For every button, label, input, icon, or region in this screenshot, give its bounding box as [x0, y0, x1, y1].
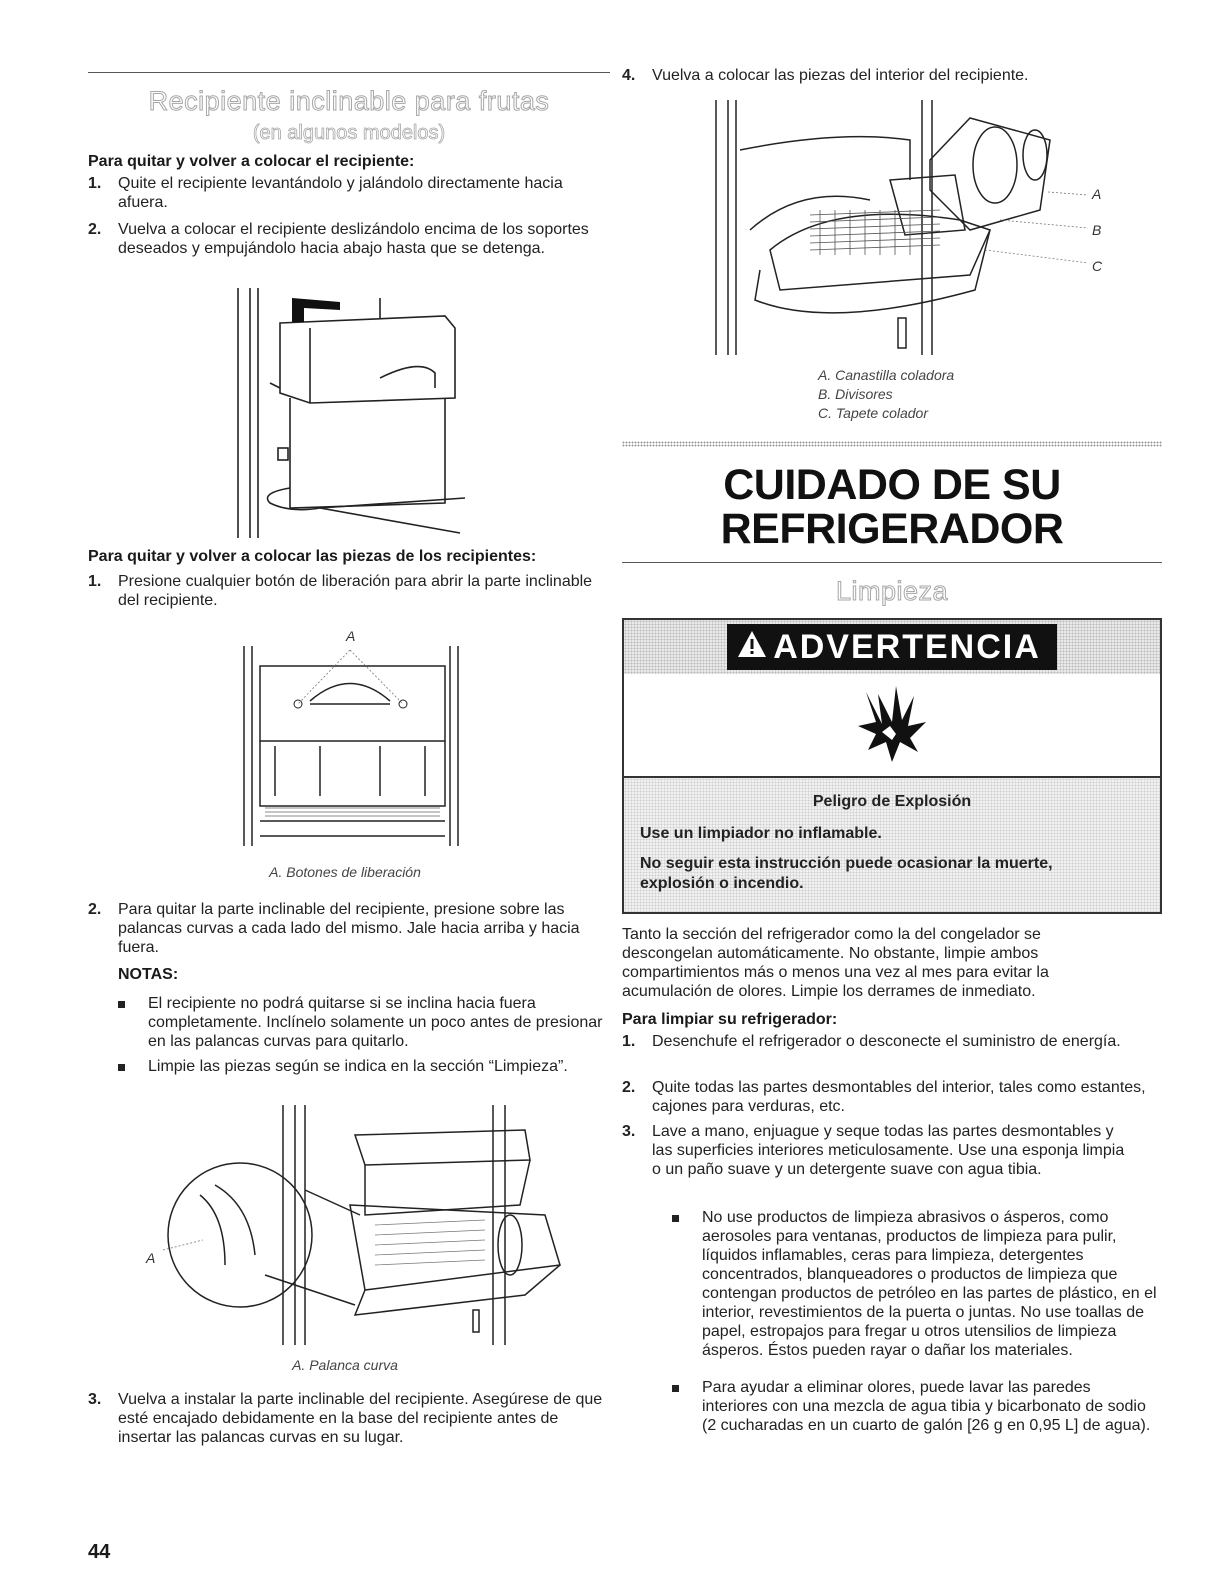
remove-bin-heading: Para quitar y volver a colocar el recipiente: [88, 153, 415, 170]
page-number: 44 [88, 1541, 111, 1563]
cleaning-rule [622, 562, 1162, 563]
cleaning-title: Limpieza [835, 576, 949, 606]
clean-step-3: 3. Lave a mano, enjuague y seque todas las partes desmontables y las superficies interiores meticulosamente. Use una esponja limpia o un paño suave y un detergente suave con agua tibia. [622, 1123, 1125, 1178]
fig2-caption: A. Botones de liberación [269, 864, 421, 880]
figure-curved-lever [155, 1105, 575, 1350]
clean-bullet-1: No use productos de limpieza abrasivos o ásperos, como aerosoles para ventanas, productos de limpieza para pulir, líquidos inflamables, ceras para limpieza, detergentes concentrados, blanqueadores o productos de limpieza que contengan productos de petróleo en las partes de plástico, en el interior, revestimientos de la puerta o juntas. No use toallas de papel, estropajos para fregar u otros utensilios de limpieza ásperos. Éstos pueden rayar o dañar los materiales. [672, 1208, 1160, 1360]
warning-line-3: explosión o incendio. [640, 875, 804, 892]
clean-heading: Para limpiar su refrigerador: [622, 1011, 838, 1028]
section-divider [622, 441, 1162, 447]
clean-step-2: 2. Quite todas las partes desmontables del interior, tales como estantes, cajones para verduras, etc. [622, 1079, 1146, 1115]
fig4-caption-c: C. Tapete colador [818, 405, 928, 421]
fig4-letter-c: C [1092, 258, 1103, 274]
warning-line-1: Use un limpiador no inflamable. [640, 825, 882, 842]
fig3-letter: A [146, 1250, 156, 1266]
note-item-1: El recipiente no podrá quitarse si se inclina hacia fuera completamente. Inclínelo solamente un poco antes de presionar en las palancas curvas para quitarlo. [118, 994, 603, 1051]
warning-line-2: No seguir esta instrucción puede ocasionar la muerte, [640, 855, 1053, 872]
fig2-letter: A [346, 628, 356, 644]
remove-parts-step-2: 2. Para quitar la parte inclinable del recipiente, presione sobre las palancas curvas a cada lado del mismo. Jale hacia arriba y hacia fuera. [88, 901, 580, 956]
warning-triangle-icon [737, 628, 767, 667]
remove-parts-step-3: 3. Vuelva a instalar la parte inclinable del recipiente. Asegúrese de que esté encajado debidamente en la base del recipiente antes de insertar las palancas curvas en su lugar. [88, 1391, 603, 1446]
warning-header [624, 620, 1160, 674]
warning-text-area [624, 778, 1160, 912]
figure-remove-bin [230, 288, 480, 538]
remove-parts-heading: Para quitar y volver a colocar las piezas de los recipientes: [88, 548, 537, 565]
cleaning-intro: Tanto la sección del refrigerador como la del congelador se descongelan automáticamente. No obstante, limpie ambos compartimientos más o menos una vez al mes para evitar la acumulación de olores. Limpie los derrames de inmediato. [622, 926, 1049, 1000]
warning-box [622, 618, 1162, 914]
fig4-caption-b: B. Divisores [818, 386, 893, 402]
figure-release-buttons [240, 646, 462, 846]
top-rule-left [88, 72, 610, 73]
fig4-caption-a: A. Canastilla coladora [818, 367, 955, 383]
care-title-line1: CUIDADO DE SU [723, 461, 1061, 509]
replace-parts-step-4: 4. Vuelva a colocar las piezas del interior del recipiente. [622, 67, 1029, 84]
notes-heading: NOTAS: [118, 966, 179, 983]
note-item-2: Limpie las piezas según se indica en la sección “Limpieza”. [118, 1057, 603, 1076]
warning-hazard: Peligro de Explosión [812, 793, 972, 810]
fig4-letter-b: B [1092, 222, 1102, 238]
fig4-letter-a: A [1092, 186, 1102, 202]
explosion-icon [852, 682, 932, 773]
warning-label: ADVERTENCIA [727, 624, 1057, 670]
section-subtitle: (en algunos modelos) [252, 122, 446, 144]
remove-bin-step-1: 1. Quite el recipiente levantándolo y jalándolo directamente hacia afuera. [88, 175, 563, 211]
remove-bin-step-2: 2. Vuelva a colocar el recipiente deslizándolo encima de los soportes deseados y empujándolo hacia abajo hasta que se detenga. [88, 221, 589, 257]
clean-step-1: 1. Desenchufe el refrigerador o desconecte el suministro de energía. [622, 1033, 1121, 1050]
figure-bin-parts [710, 100, 1090, 360]
clean-bullet-2: Para ayudar a eliminar olores, puede lavar las paredes interiores con una mezcla de agua tibia y bicarbonato de sodio (2 cucharadas en un cuarto de galón [26 g en 0,95 L] de agua). [672, 1378, 1160, 1435]
fig3-caption: A. Palanca curva [292, 1357, 398, 1373]
section-title: Recipiente inclinable para frutas [148, 86, 550, 116]
remove-parts-step-1: 1. Presione cualquier botón de liberación para abrir la parte inclinable del recipiente. [88, 573, 593, 609]
care-title-line2: REFRIGERADOR [720, 505, 1064, 553]
